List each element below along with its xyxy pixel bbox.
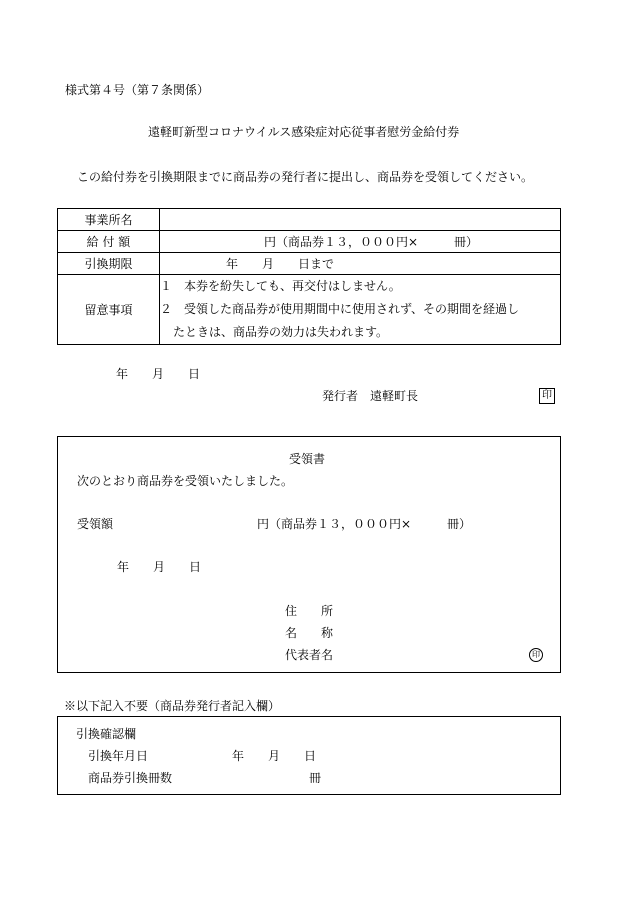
- receipt-title: 受領書: [289, 452, 326, 466]
- table-row: [58, 275, 561, 345]
- note-line-2: ２ 受領した商品券が使用期間中に使用されず、その期間を経過し: [160, 302, 520, 316]
- note-line-3: たときは、商品券の効力は失われます。: [173, 325, 389, 339]
- issue-date: 年 月 日: [116, 367, 201, 381]
- deadline-label: 引換期限: [58, 253, 160, 275]
- receipt-amount-label: 受領額: [77, 517, 114, 531]
- office-label: 事業所名: [58, 209, 160, 231]
- voucher-table: [57, 208, 561, 345]
- office-value[interactable]: [160, 209, 561, 231]
- page-title: 遠軽町新型コロナウイルス感染症対応従事者慰労金給付券: [148, 125, 460, 139]
- receipt-amount-value[interactable]: 円（商品券１３，０００円× 冊）: [257, 517, 472, 531]
- notes-cell: [160, 275, 561, 345]
- confirm-box: [57, 716, 561, 795]
- table-row: [58, 253, 561, 275]
- confirm-title: 引換確認欄: [76, 727, 137, 741]
- address-label: 住 所: [285, 604, 334, 618]
- exchange-date-label: 引換年月日: [88, 749, 149, 763]
- deadline-value[interactable]: 年 月 日まで: [160, 253, 561, 275]
- note-line-1: １ 本券を紛失しても、再交付はしません。: [160, 279, 401, 293]
- receipt-date[interactable]: 年 月 日: [117, 560, 202, 574]
- exchange-count-unit[interactable]: 冊: [309, 771, 322, 785]
- form-number: 様式第４号（第７条関係）: [65, 83, 210, 97]
- exchange-count-label: 商品券引換冊数: [88, 771, 173, 785]
- table-row: [58, 231, 561, 253]
- receipt-box: [57, 436, 561, 673]
- receipt-text: 次のとおり商品券を受領いたしました。: [77, 474, 294, 488]
- notes-label: 留意事項: [58, 275, 160, 345]
- seal-stamp-icon: 印: [539, 388, 555, 404]
- table-row: [58, 209, 561, 231]
- instruction-text: この給付券を引換期限までに商品券の発行者に提出し、商品券を受領してください。: [77, 170, 534, 184]
- issuer-name: 発行者 遠軽町長: [322, 389, 419, 403]
- amount-label: 給 付 額: [58, 231, 160, 253]
- amount-value[interactable]: 円（商品券１３，０００円× 冊）: [160, 231, 561, 253]
- exchange-date-value[interactable]: 年 月 日: [232, 749, 317, 763]
- name-label: 名 称: [285, 626, 334, 640]
- footer-note: ※以下記入不要（商品券発行者記入欄）: [64, 699, 281, 713]
- circle-seal-icon: 印: [529, 648, 543, 662]
- representative-label: 代表者名: [285, 648, 334, 662]
